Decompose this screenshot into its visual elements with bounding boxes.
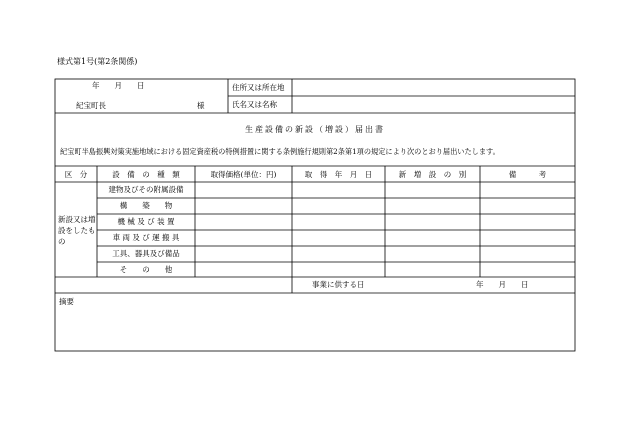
header-equipment-type: 設 備 の 種 類 xyxy=(112,170,180,179)
name-field[interactable] xyxy=(296,99,572,111)
date-field: 年 月 日 xyxy=(92,81,145,90)
address-label: 住所又は所在地 xyxy=(232,83,285,92)
business-start-date: 年 月 日 xyxy=(476,280,529,289)
business-start-label: 事業に供する日 xyxy=(312,280,365,289)
header-new-or-added: 新 増 設 の 別 xyxy=(398,170,467,179)
statement-text: 紀宝町半島振興対策実施地域における固定資産税の特例措置に関する条例施行規則第2条第1項の規定により次のとおり届出いたします。 xyxy=(60,147,500,156)
form-number: 様式第1号(第2条関係) xyxy=(57,57,138,66)
document-title: 生産設備の新設（増設）届出書 xyxy=(245,125,385,134)
row-type-machinery: 機 械 及 び 装 置 xyxy=(117,217,175,226)
header-division: 区 分 xyxy=(64,170,88,179)
row-type-structures: 構 築 物 xyxy=(119,201,173,210)
honorific-label: 様 xyxy=(197,101,205,110)
row-type-tools: 工具、器具及び備品 xyxy=(112,249,180,258)
header-acquisition-date: 取 得 年 月 日 xyxy=(304,170,373,179)
recipient-label: 紀宝町長 xyxy=(76,101,106,110)
header-acquisition-price: 取得価格(単位：円) xyxy=(210,170,277,179)
row-group-label: 新設又は増設をしたもの xyxy=(58,215,96,246)
header-remarks: 備 考 xyxy=(508,170,547,179)
summary-field[interactable] xyxy=(59,310,571,348)
summary-label: 摘要 xyxy=(59,297,74,306)
row-type-other: そ の 他 xyxy=(119,265,173,274)
row-type-buildings: 建物及びその附属設備 xyxy=(108,185,184,194)
name-label: 氏名又は名称 xyxy=(232,100,277,109)
row-type-vehicles: 車 両 及 び 運 搬 具 xyxy=(112,233,180,242)
address-field[interactable] xyxy=(296,82,572,94)
